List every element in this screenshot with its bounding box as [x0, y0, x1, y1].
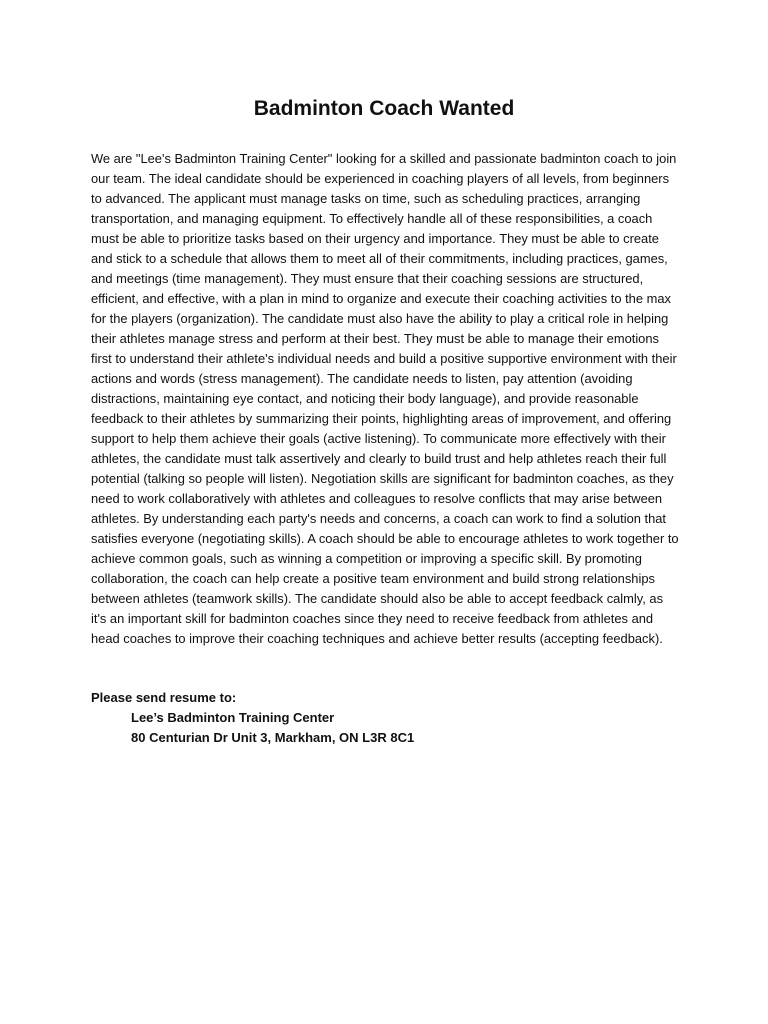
address-street: 80 Centurian Dr Unit 3, Markham, ON L3R 8C1 [131, 730, 415, 745]
mailing-address [131, 708, 414, 748]
address-name: Lee’s Badminton Training Center [131, 710, 335, 725]
resume-instructions-label: Please send resume to: [91, 690, 237, 705]
job-description-paragraph: We are "Lee's Badminton Training Center" looking for a skilled and passionate badminton coach to join our team. The ideal candidate should be experienced in coaching players of all levels, from beginners to advanced. The applicant must manage tasks on time, such as scheduling practices, arranging transportation, and managing equipment. To effectively handle all of these responsibilities, a coach must be able to prioritize tasks based on their urgency and importance. They must be able to create and stick to a schedule that allows them to meet all of their commitments, including practices, games, and meetings (time management). They must ensure that their coaching sessions are structured, efficient, and effective, with a plan in mind to organize and execute their coaching activities to the max for the players (organization). The candidate must also have the ability to play a critical role in helping their athletes manage stress and perform at their best. They must be able to manage their emotions first to understand their athlete's individual needs and build a positive supportive environment with their actions and words (stress management). The candidate needs to listen, pay attention (avoiding distractions, maintaining eye contact, and noticing their body language), and provide reasonable feedback to their athletes by summarizing their points, highlighting areas of improvement, and offering support to help them achieve their goals (active listening). To communicate more effectively with their athletes, the candidate must talk assertively and clearly to build trust and help athletes reach their full potential (talking so people will listen). Negotiation skills are significant for badminton coaches, as they need to work collaboratively with athletes and colleagues to resolve conflicts that may arise between athletes. By understanding each party's needs and concerns, a coach can work to find a solution that satisfies everyone (negotiating skills). A coach should be able to encourage athletes to work together to achieve common goals, such as winning a competition or improving a specific skill. By promoting collaboration, the coach can help create a positive team environment and build strong relationships between athletes (teamwork skills). The candidate should also be able to accept feedback calmly, as it's an important skill for badminton coaches since they need to receive feedback from athletes and head coaches to improve their coaching techniques and achieve better results (accepting feedback). [91, 151, 679, 646]
page-title: Badminton Coach Wanted [253, 97, 515, 120]
